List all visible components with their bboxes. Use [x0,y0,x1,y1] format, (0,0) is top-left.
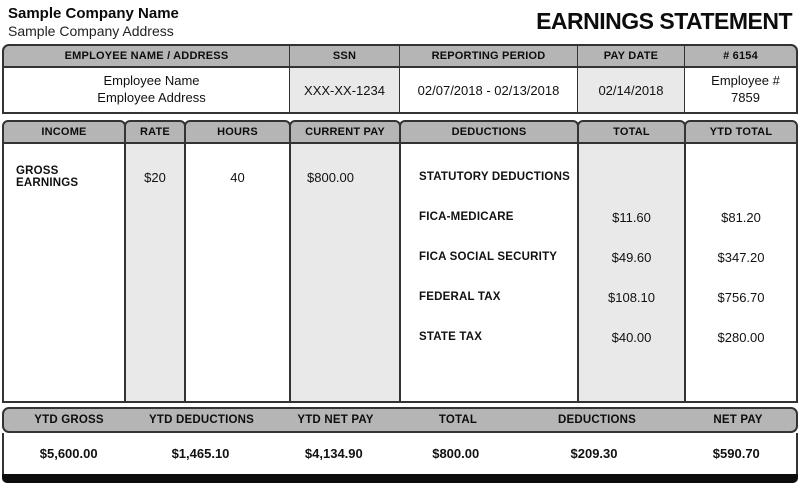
header-rate: RATE [124,120,186,144]
pay-stub [2,44,798,483]
deduction-ytd: $347.20 [717,249,765,265]
header-hours: HOURS [184,120,291,144]
hours-value: 40 [230,169,245,185]
employee-number-value: 7859 [731,90,760,105]
income-column [2,144,124,403]
statement-number: # 6154 [684,46,796,66]
header-ytd-deductions: YTD DEDUCTIONS [148,414,255,426]
header-current-pay: CURRENT PAY [289,120,401,144]
header-pay-date: PAY DATE [577,46,684,66]
deduction-total: $108.10 [608,289,655,305]
deduction-total: $40.00 [611,329,652,345]
header-summary-total: TOTAL [438,414,478,426]
header-income: INCOME [2,120,126,144]
header-ytd-total: YTD TOTAL [684,120,798,144]
net-pay-value: $590.70 [712,446,760,461]
deduction-total: $11.60 [612,209,651,225]
hours-column [184,144,289,403]
deduction-label: FICA-MEDICARE [419,211,514,223]
summary-values-row [2,433,798,474]
current-pay-value: $800.00 [307,169,354,185]
deduction-label: FEDERAL TAX [419,291,501,303]
rate-column [124,144,184,403]
employee-name: Employee Name [103,73,200,89]
rate-value: $20 [144,169,166,185]
pay-date-value: 02/14/2018 [577,68,684,112]
employee-header-row [2,44,798,68]
employee-number-label: Employee # [711,73,780,89]
header-reporting-period: REPORTING PERIOD [399,46,577,66]
employee-address: Employee Address [97,90,206,105]
earnings-header-row [2,120,798,144]
summary-header-row [2,407,798,433]
company-address: Sample Company Address [8,23,174,39]
total-value: $800.00 [432,446,480,461]
company-name: Sample Company Name [8,5,179,22]
ytd-deductions-value: $1,465.10 [171,446,230,461]
deductions-column [399,144,577,403]
header-net-pay: NET PAY [713,414,763,426]
ytd-gross-value: $5,600.00 [39,446,98,461]
deduction-ytd: $81.20 [721,209,761,225]
earnings-body [2,144,798,403]
deduction-total-column [577,144,684,403]
statutory-deductions-label: STATUTORY DEDUCTIONS [419,171,570,183]
deduction-ytd: $280.00 [717,329,765,345]
bottom-black-bar [2,474,798,483]
header-ytd-net-pay: YTD NET PAY [297,414,374,426]
header-deductions: DEDUCTIONS [399,120,579,144]
employee-name-address-cell [4,68,289,112]
deduction-total: $49.60 [611,249,652,265]
current-pay-column [289,144,399,403]
ytd-total-column [684,144,798,403]
header-summary-deductions: DEDUCTIONS [557,414,637,426]
ssn-value: XXX-XX-1234 [289,68,399,112]
header-ytd-gross: YTD GROSS [34,414,104,426]
reporting-period-value: 02/07/2018 - 02/13/2018 [399,68,577,112]
header-total: TOTAL [577,120,686,144]
employee-values-row [2,68,798,114]
gross-earnings-label: GROSS EARNINGS [16,165,79,189]
page-title: EARNINGS STATEMENT [536,8,792,34]
deduction-ytd: $756.70 [717,289,765,305]
company-block [8,5,179,40]
deductions-value: $209.30 [570,446,618,461]
deduction-label: FICA SOCIAL SECURITY [419,251,558,263]
header-employee-name-address: EMPLOYEE NAME / ADDRESS [64,50,229,62]
employee-number-cell [684,68,796,112]
deduction-label: STATE TAX [419,331,483,343]
header-ssn: SSN [289,46,399,66]
ytd-net-pay-value: $4,134.90 [304,446,363,461]
